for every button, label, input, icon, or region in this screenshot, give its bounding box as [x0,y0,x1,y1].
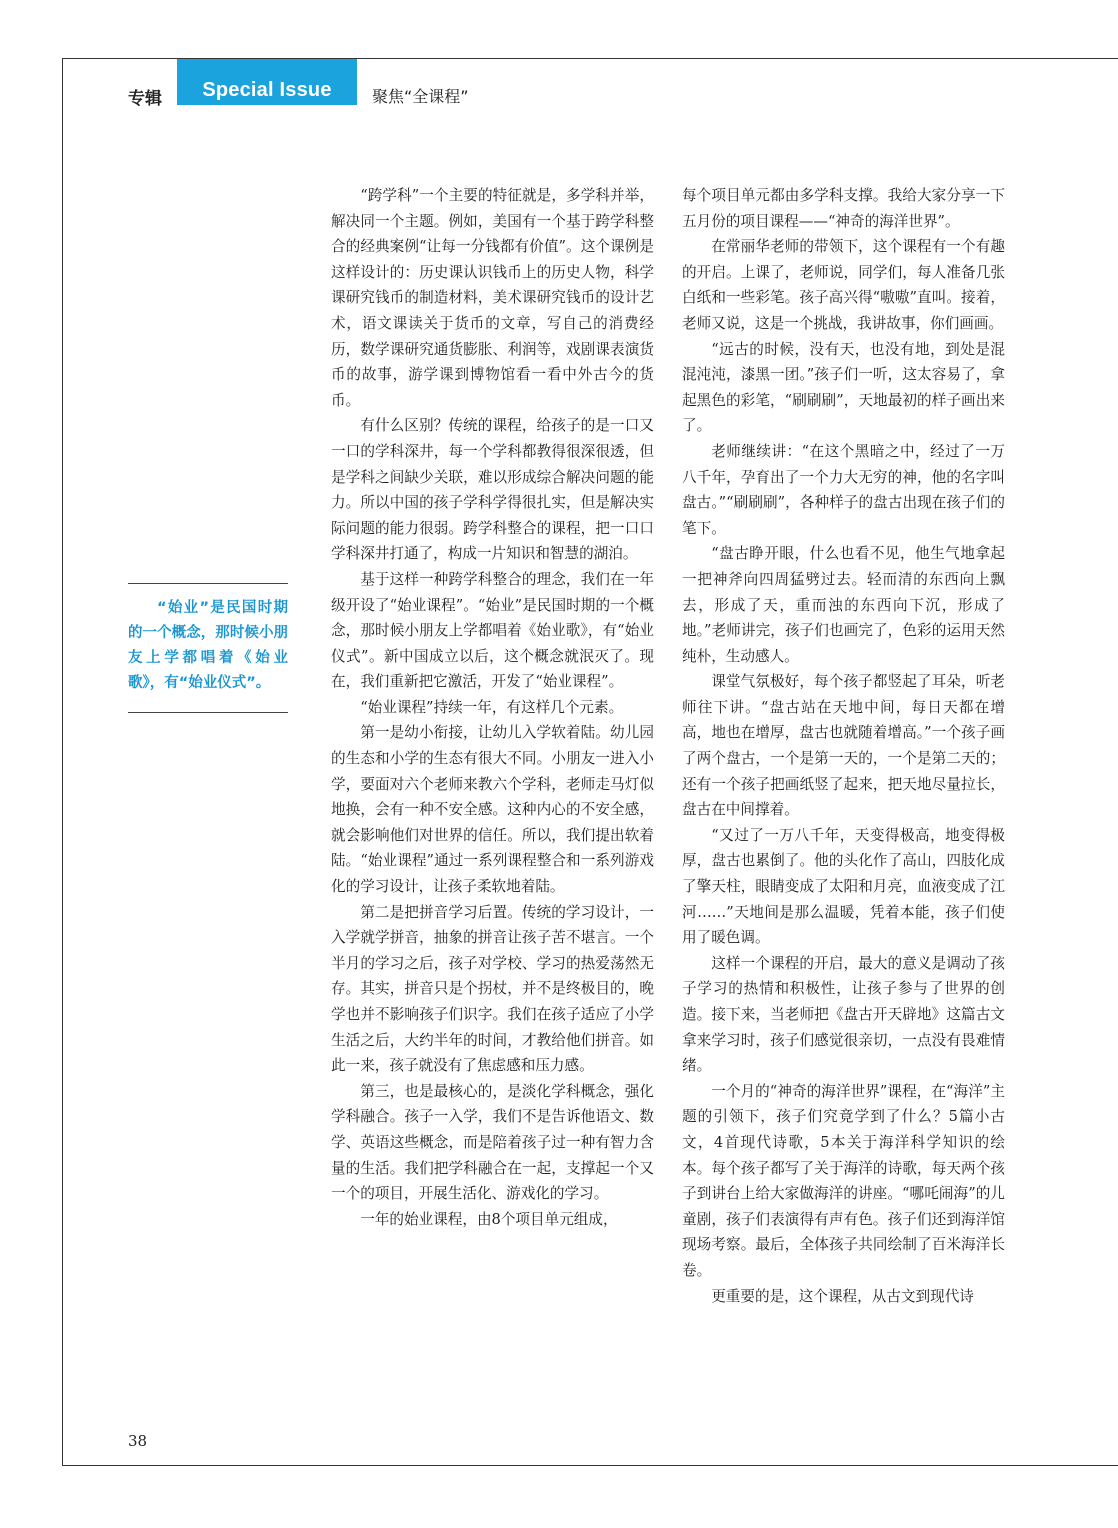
pull-quote-text: “始业”是民国时期的一个概念，那时候小朋友上学都唱着《始业歌》，有“始业仪式”。 [128,600,288,691]
article-column-right [682,183,1005,1309]
special-issue-badge: Special Issue [177,59,357,105]
paragraph: 一年的始业课程，由8个项目单元组成， [360,1210,618,1228]
paragraph-continued: 每个项目单元都由多学科支撑。我给大家分享一下五月份的项目课程——“神奇的海洋世界”。 [682,187,1005,230]
paragraph: 在常丽华老师的带领下，这个课程有一个有趣的开启。上课了，老师说，同学们，每人准备几张白纸和一些彩笔。孩子高兴得“嗷嗷”直叫。接着，老师又说，这是一个挑战，我讲故事，你们画画。 [682,238,1005,332]
pull-quote [128,583,288,713]
section-label: 专辑 [128,89,162,109]
section-topic: 聚焦“全课程” [372,87,469,106]
paragraph: 第一是幼小衔接，让幼儿入学软着陆。幼儿园的生态和小学的生态有很大不同。小朋友一进入小学，要面对六个老师来教六个学科，老师走马灯似地换，会有一种不安全感。这种内心的不安全感，就会影响他们对世界的信任。所以，我们提出软着陆。“始业课程”通过一系列课程整合和一系列游戏化的学习设计，让孩子柔软地着陆。 [331,724,654,896]
paragraph: “盘古睁开眼，什么也看不见，他生气地拿起一把神斧向四周猛劈过去。轻而清的东西向上飘去，形成了天，重而浊的东西向下沉，形成了地。”老师讲完，孩子们也画完了，色彩的运用天然纯朴，生动感人。 [682,545,1005,665]
paragraph: “远古的时候，没有天，也没有地，到处是混混沌沌，漆黑一团。”孩子们一听，这太容易了，拿起黑色的彩笔，“刷刷刷”，天地最初的样子画出来了。 [682,340,1005,435]
paragraph: 第三，也是最核心的，是淡化学科概念，强化学科融合。孩子一入学，我们不是告诉他语文、数学、英语这些概念，而是陪着孩子过一种有智力含量的生活。我们把学科融合在一起，支撑起一个又一个的项目，开展生活化、游戏化的学习。 [331,1082,654,1203]
paragraph: 老师继续讲：“在这个黑暗之中，经过了一万八千年，孕育出了一个力大无穷的神，他的名字叫盘古。”“刷刷刷”，各种样子的盘古出现在孩子们的笔下。 [682,442,1005,537]
paragraph: 第二是把拼音学习后置。传统的学习设计，一入学就学拼音，抽象的拼音让孩子苦不堪言。一个半月的学习之后，孩子对学校、学习的热爱荡然无存。其实，拼音只是个拐杖，并不是终极目的，晚学也并不影响孩子们识字。我们在孩子适应了小学生活之后，大约半年的时间，才教给他们拼音。如此一来，孩子就没有了焦虑感和压力感。 [331,903,654,1075]
paragraph: 这样一个课程的开启，最大的意义是调动了孩子学习的热情和积极性，让孩子参与了世界的创造。接下来，当老师把《盘古开天辟地》这篇古文拿来学习时，孩子们感觉很亲切，一点没有畏难情绪。 [682,954,1005,1075]
paragraph: “跨学科”一个主要的特征就是，多学科并举，解决同一个主题。例如，美国有一个基于跨学科整合的经典案例“让每一分钱都有价值”。这个课例是这样设计的：历史课认识钱币上的历史人物，科学课研究钱币的制造材料，美术课研究钱币的设计艺术，语文课读关于货币的文章，写自己的消费经历，数学课研究通货膨胀、利润等，戏剧课表演货币的故事，游学课到博物馆看一看中外古今的货币。 [331,187,654,409]
paragraph: 一个月的“神奇的海洋世界”课程，在“海洋”主题的引领下，孩子们究竟学到了什么？5篇小古文，4首现代诗歌，5本关于海洋科学知识的绘本。每个孩子都写了关于海洋的诗歌，每天两个孩子到讲台上给大家做海洋的讲座。“哪吒闹海”的儿童剧，孩子们表演得有声有色。孩子们还到海洋馆现场考察。最后，全体孩子共同绘制了百米海洋长卷。 [682,1082,1005,1279]
paragraph: 更重要的是，这个课程，从古文到现代诗 [711,1287,974,1305]
paragraph: “始业课程”持续一年，有这样几个元素。 [360,698,624,716]
paragraph: “又过了一万八千年，天变得极高，地变得极厚，盘古也累倒了。他的头化作了高山，四肢化成了擎天柱，眼睛变成了太阳和月亮，血液变成了江河……”天地间是那么温暖，凭着本能，孩子们使用了暖色调。 [682,826,1005,947]
page-number: 38 [128,1432,148,1450]
article-column-left [331,183,654,1232]
paragraph: 课堂气氛极好，每个孩子都竖起了耳朵，听老师往下讲。“盘古站在天地中间，每日天都在增高，地也在增厚，盘古也就随着增高。”一个孩子画了两个盘古，一个是第一天的，一个是第二天的；还有一个孩子把画纸竖了起来，把天地尽量拉长，盘古在中间撑着。 [682,673,1005,819]
paragraph: 基于这样一种跨学科整合的理念，我们在一年级开设了“始业课程”。“始业”是民国时期的一个概念，那时候小朋友上学都唱着《始业歌》，有“始业仪式”。新中国成立以后，这个概念就泯灭了。现在，我们重新把它激活，开发了“始业课程”。 [331,570,654,691]
paragraph: 有什么区别？传统的课程，给孩子的是一口又一口的学科深井，每一个学科都教得很深很透，但是学科之间缺少关联，难以形成综合解决问题的能力。所以中国的孩子学科学得很扎实，但是解决实际问题的能力很弱。跨学科整合的课程，把一口口学科深井打通了，构成一片知识和智慧的湖泊。 [331,417,654,563]
